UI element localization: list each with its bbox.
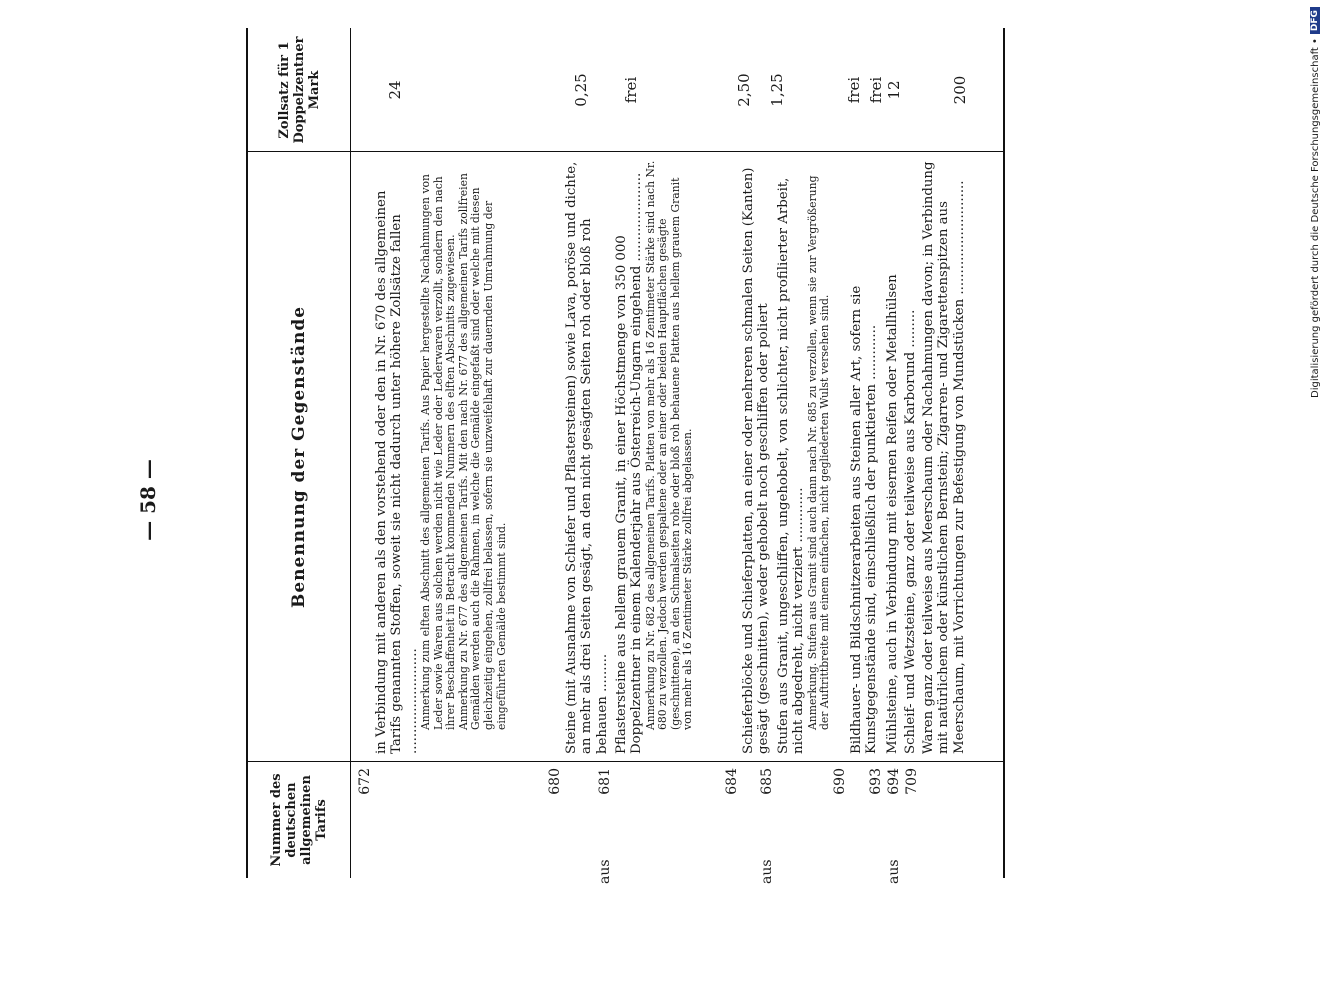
- row-number-value: 684: [724, 768, 740, 795]
- header-number: Nummer des deutschen allgemeinen Tarifs: [269, 773, 329, 867]
- row-number: [869, 768, 885, 878]
- row-rate: 12: [885, 80, 903, 100]
- row-number-value: 693: [868, 768, 884, 795]
- row-description: [598, 158, 710, 754]
- page-number: [128, 440, 168, 560]
- row-note: Anmerkung. Stufen aus Granit sind auch dann nach Nr. 685 zu verzollen, wenn sie zur Vergrößerung der Auftrittbreite mit einem einfachen, nicht gegliederten Wulst versehen sind.: [805, 175, 832, 730]
- row-rate: 200: [951, 75, 969, 105]
- row-rate: 2,50: [735, 73, 753, 107]
- digitization-attribution: [1306, 8, 1324, 398]
- row-text: Schleif- und Wetzsteine, ganz oder teilweise aus Karborund .........: [902, 309, 918, 754]
- row-prefix: aus: [759, 859, 775, 884]
- row-rate: frei: [845, 76, 863, 104]
- row-number: [725, 768, 741, 878]
- tariff-table: [246, 28, 1005, 884]
- row-description: [902, 158, 967, 754]
- row-number-value: 680: [547, 768, 563, 795]
- row-number-value: 709: [904, 768, 920, 795]
- tariff-page-content: [246, 28, 1001, 884]
- row-text: Schieferblöcke und Schieferplatten, an einer oder mehreren schmalen Seiten (Kanten) gesägt (geschnitten), weder gehobelt noch geschliffen oder poliert: [740, 167, 771, 754]
- header-rate: Zollsatz für 1 Doppelzentner Mark: [276, 36, 322, 144]
- row-text: Pflastersteine aus hellem grauem Granit, in einer Höchstmenge von 350 000 Doppelzentner in einem Kalenderjahr aus Österreich-Ungarn eingehend .....................: [613, 172, 644, 754]
- rotated-table-area: [246, 36, 1001, 973]
- row-rate: frei: [867, 76, 885, 104]
- row-rate: frei: [622, 76, 640, 104]
- page-number-text: — 58 —: [136, 459, 161, 541]
- header-description: Benennung der Gegenstände: [288, 305, 309, 609]
- row-number: [886, 768, 903, 884]
- row-number-value: 685: [759, 768, 775, 795]
- row-text: Bildhauer- und Bildschnitzerarbeiten aus Steinen aller Art, sofern sie Kunstgegenstände sind, einschließlich der punktierten .............: [848, 285, 879, 754]
- row-prefix: aus: [597, 859, 613, 884]
- row-number: [905, 768, 921, 878]
- dfg-logo: DFG: [1310, 7, 1320, 34]
- row-number-value: 690: [832, 768, 848, 795]
- row-note: Anmerkung zum elften Abschnitt des allgemeinen Tarifs. Aus Papier hergestellte Nachahmungen von Leder sowie Waren aus solchen werden nicht wie Leder oder Lederwaren verzollt, sondern den nach ihrer Beschaffenheit in Betracht kommenden Nummern des elften Abschnitts zugewiesen. Anmerkung zu Nr. 677 des allgemeinen Tarifs. Mit den nach Nr. 677 des allgemeinen Tarifs zollfreien Gemälden werden auch die Rahmen, in welche die Gemälde eingefaßt sind oder welche mit diesen gleichzeitig eingehen, zollfrei belassen, sofern sie unzweifelhaft zur dauernden Umrahmung der eingeführten Gemälde bestimmt sind.: [419, 173, 508, 730]
- row-number: [548, 768, 564, 878]
- row-number-value: 672: [357, 768, 373, 795]
- row-number: [759, 768, 776, 884]
- row-text: Stufen aus Granit, ungeschliffen, ungehobelt, von schlichter, nicht profilierter Arbeit, nicht abgedreht, nicht verziert .............: [775, 177, 806, 754]
- row-number: [597, 768, 614, 884]
- column-divider: [248, 761, 1003, 762]
- attribution-text: Digitalisierung gefördert durch die Deutsche Forschungsgemeinschaft •: [1309, 38, 1321, 398]
- row-text: in Verbindung mit anderen als den vorstehend oder den in Nr. 670 des allgemeinen Tarifs genannten Stoffen, soweit sie nicht dadurch unter höhere Zollsätze fallen .........................: [373, 190, 420, 754]
- row-text: Waren ganz oder teilweise aus Meerschaum oder Nachahmungen davon; in Verbindung mit natürlichem oder künstlichem Bernstein; Zigarren- und Zigarettenspitzen aus Meerschaum, mit Vorrichtungen zur Befestigung von Mundstücken ...........................: [920, 161, 967, 754]
- row-rate: 0,25: [572, 73, 590, 107]
- row-number: [833, 768, 849, 878]
- row-number-value: 681: [597, 768, 613, 795]
- row-number: [358, 768, 374, 878]
- row-text: Mühlsteine, auch in Verbindung mit eisernen Reifen oder Metallhülsen: [884, 274, 900, 754]
- row-rate: 1,25: [768, 73, 786, 107]
- row-note: Anmerkung zu Nr. 682 des allgemeinen Tarifs. Platten von mehr als 16 Zentimeter Stärke sind nach Nr. 680 zu verzollen. Jedoch werden gespaltene oder an einer oder beiden Hauptflächen gesägte (geschnittene), an den Schmalseiten rohe oder bloß roh behauene Platten aus hellem grauem Granit von mehr als 16 Zentimeter Stärke zollfrei abgelassen.: [643, 160, 695, 730]
- row-text: Steine (mit Ausnahme von Schiefer und Pflastersteinen) sowie Lava, poröse und dichte, an mehr als drei Seiten gesägt, an den nicht gesägten Seiten roh oder bloß roh behauen .........: [563, 161, 610, 754]
- row-rate: 24: [386, 80, 404, 100]
- row-description: [358, 158, 524, 754]
- row-number-value: 694: [886, 768, 902, 795]
- row-prefix: aus: [886, 859, 902, 884]
